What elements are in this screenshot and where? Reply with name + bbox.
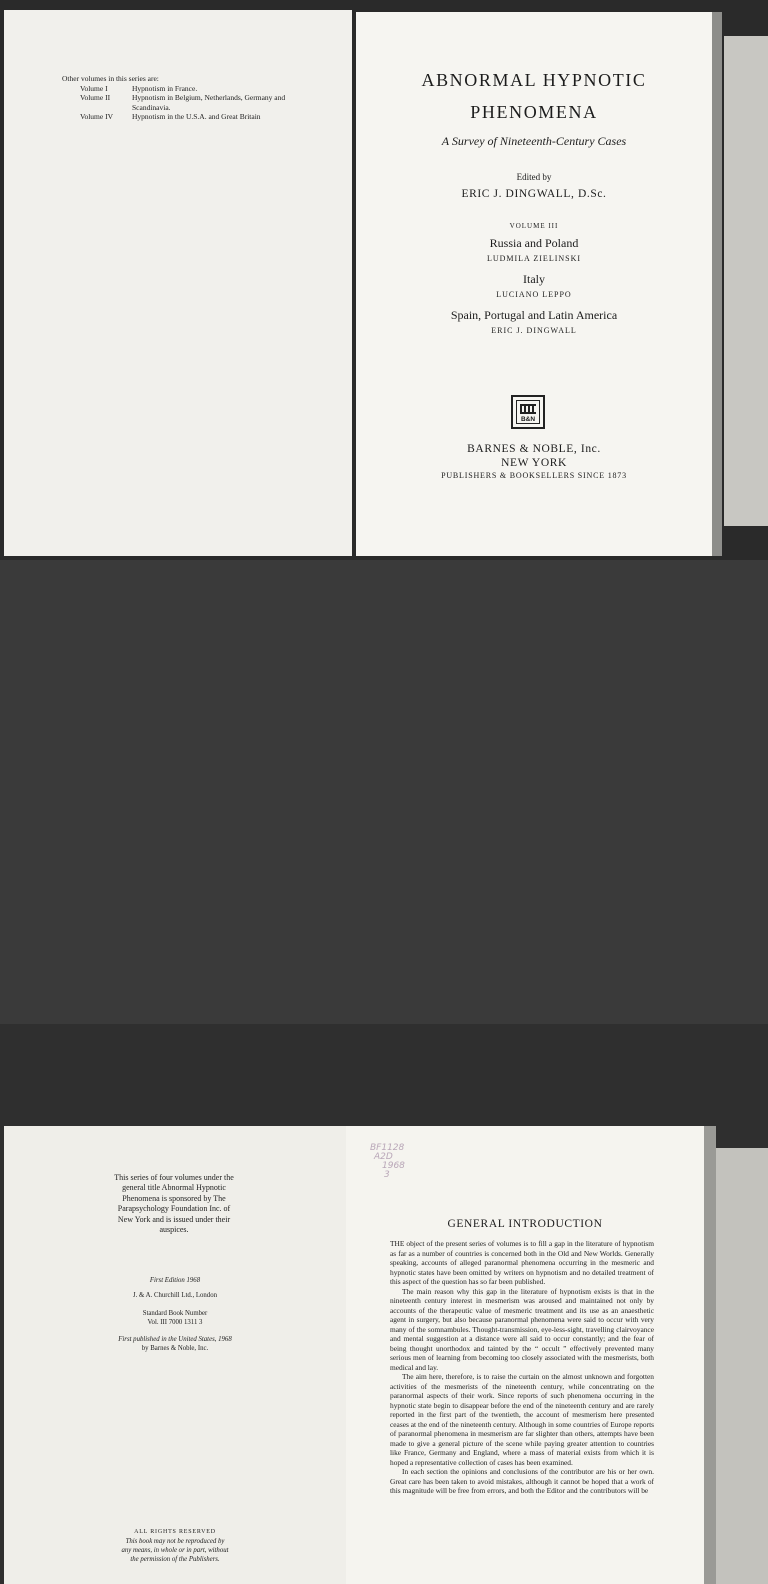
title-page	[356, 12, 712, 556]
paragraph: The main reason why this gap in the literature of hypnotism exists is that in the nineteenth century interest in mesmerism was aroused and maintained not only by accounts of the therapeutic value of mesmeric treatment and its use as an anaesthetic agent in surgery, but also because paranormal phenomena were said to occur with very many of the somnambules. Thought-transmission, eye-less-sight, travelling clairvoyance and mental suggestion at a distance were all said to occur constantly; and the fear of being thought unorthodox and tainted by the “ occult ” effectively prevented many serious men of learning from becoming too closely associated with the mesmerists, both medical and lay.	[390, 1286, 654, 1372]
reproduction-notice-2: any means, in whole or in part, without	[121, 1547, 229, 1554]
volume-label: VOLUME III	[509, 222, 559, 230]
volume-item	[62, 93, 312, 112]
sbn-number: Vol. III 7000 1311 3	[147, 1319, 203, 1326]
introduction-page	[346, 1126, 704, 1584]
volume-title: Hypnotism in the U.S.A. and Great Britain	[132, 112, 261, 122]
left-page-verso	[4, 10, 352, 556]
volume-item	[62, 112, 312, 122]
editor-name: ERIC J. DINGWALL, D.Sc.	[461, 188, 607, 200]
section-author: LUDMILA ZIELINSKI	[486, 254, 582, 263]
volume-number: Volume IV	[80, 112, 113, 122]
handwritten-call-number	[370, 1144, 405, 1180]
bleed-through-text	[84, 134, 284, 148]
call-number-line: BF1128	[370, 1143, 405, 1153]
section-author: LUCIANO LEPPO	[496, 290, 572, 299]
volume-number: Volume I	[80, 83, 108, 93]
page-edge	[724, 36, 768, 526]
section-title: Spain, Portugal and Latin America	[450, 308, 618, 322]
section-author: ERIC J. DINGWALL	[491, 326, 577, 335]
paragraph: THE object of the present series of volumes is to fill a gap in the literature of hypnotism as far as a number of countries is concerned both in the Old and New Worlds. Generally speaking, accounts of alleged paranormal phenomena occurring in the mesmeric and hypnotic states have been omitted by writers on hypnotism and no detailed treatment of this aspect of the question has so far been published.	[390, 1239, 654, 1286]
call-number-line: 3	[384, 1170, 390, 1180]
book-title-line1: ABNORMAL HYPNOTIC	[421, 70, 647, 90]
sbn-label: Standard Book Number	[142, 1310, 208, 1317]
volume-title: Hypnotism in France.	[132, 83, 198, 93]
other-volumes-list	[62, 74, 312, 122]
publisher-city: NEW YORK	[501, 457, 567, 469]
temple-icon	[520, 404, 536, 414]
volume-number: Volume II	[80, 93, 111, 103]
bottom-spread	[0, 560, 768, 1563]
publisher-since: PUBLISHERS & BOOKSELLERS SINCE 1873	[441, 471, 627, 480]
page-edge	[716, 1148, 768, 1584]
rights-reserved: ALL RIGHTS RESERVED	[134, 1529, 216, 1535]
volume-title: Hypnotism in Belgium, Netherlands, Germany and Scandinavia.	[132, 93, 286, 112]
volume-item	[62, 84, 312, 94]
paragraph: The aim here, therefore, is to raise the curtain on the almost unknown and forgotten activities of the mesmerists of the nineteenth century, while concentrating on the paranormal aspects of their work. Since reports of such phenomena occurring in the hypnotic state begin to disappear before the end of the nineteenth century and are rarely reported in the first part of the twentieth, the account of mesmerism here presented ceases at the end of the nineteenth century. Although in some countries of Europe reports of paranormal phenomena in mesmerism are far slighter than others, attempts have been made to give a general picture of the scene while paying greater attention to countries like France, Germany and England, where a mass of material exists from which it is hoped a representative collection of cases has been examined.	[390, 1372, 654, 1467]
edited-by-label: Edited by	[516, 172, 552, 182]
section-heading: GENERAL INTRODUCTION	[447, 1218, 603, 1230]
logo-text: B&N	[520, 416, 536, 423]
page-edge	[712, 12, 722, 556]
section-title: Russia and Poland	[489, 236, 579, 250]
call-number-line: 1968	[382, 1161, 405, 1171]
call-number-line: A2D	[374, 1152, 393, 1162]
introduction-text	[390, 1239, 654, 1496]
book-subtitle: A Survey of Nineteenth-Century Cases	[441, 134, 627, 148]
page-edge	[704, 1126, 716, 1584]
printer-line: J. & A. Churchill Ltd., London	[132, 1292, 217, 1299]
publisher-logo	[511, 395, 545, 429]
copyright-page	[4, 1126, 346, 1584]
other-volumes-heading: Other volumes in this series are:	[62, 74, 159, 83]
sponsor-note: This series of four volumes under the general title Abnormal Hypnotic Phenomena is sponsored by The Parapsychology Foundation Inc. of New York and is issued under their auspices.	[114, 1173, 234, 1235]
section-title: Italy	[523, 272, 545, 286]
reproduction-notice-1: This book may not be reproduced by	[125, 1538, 225, 1545]
us-publication: First published in the United States, 1968	[118, 1336, 232, 1343]
us-publisher: by Barnes & Noble, Inc.	[141, 1345, 209, 1352]
first-edition: First Edition 1968	[149, 1277, 201, 1284]
reproduction-notice-3: the permission of the Publishers.	[130, 1556, 220, 1563]
book-title-line2: PHENOMENA	[470, 102, 598, 122]
top-spread	[0, 0, 768, 560]
publisher-name: BARNES & NOBLE, Inc.	[467, 443, 601, 455]
paragraph: In each section the opinions and conclusions of the contributor are his or her own. Great care has been taken to avoid mistakes, although it cannot be hoped that a work of this magnitude will be free from errors, and both the Editor and the contributors will be	[390, 1467, 654, 1495]
